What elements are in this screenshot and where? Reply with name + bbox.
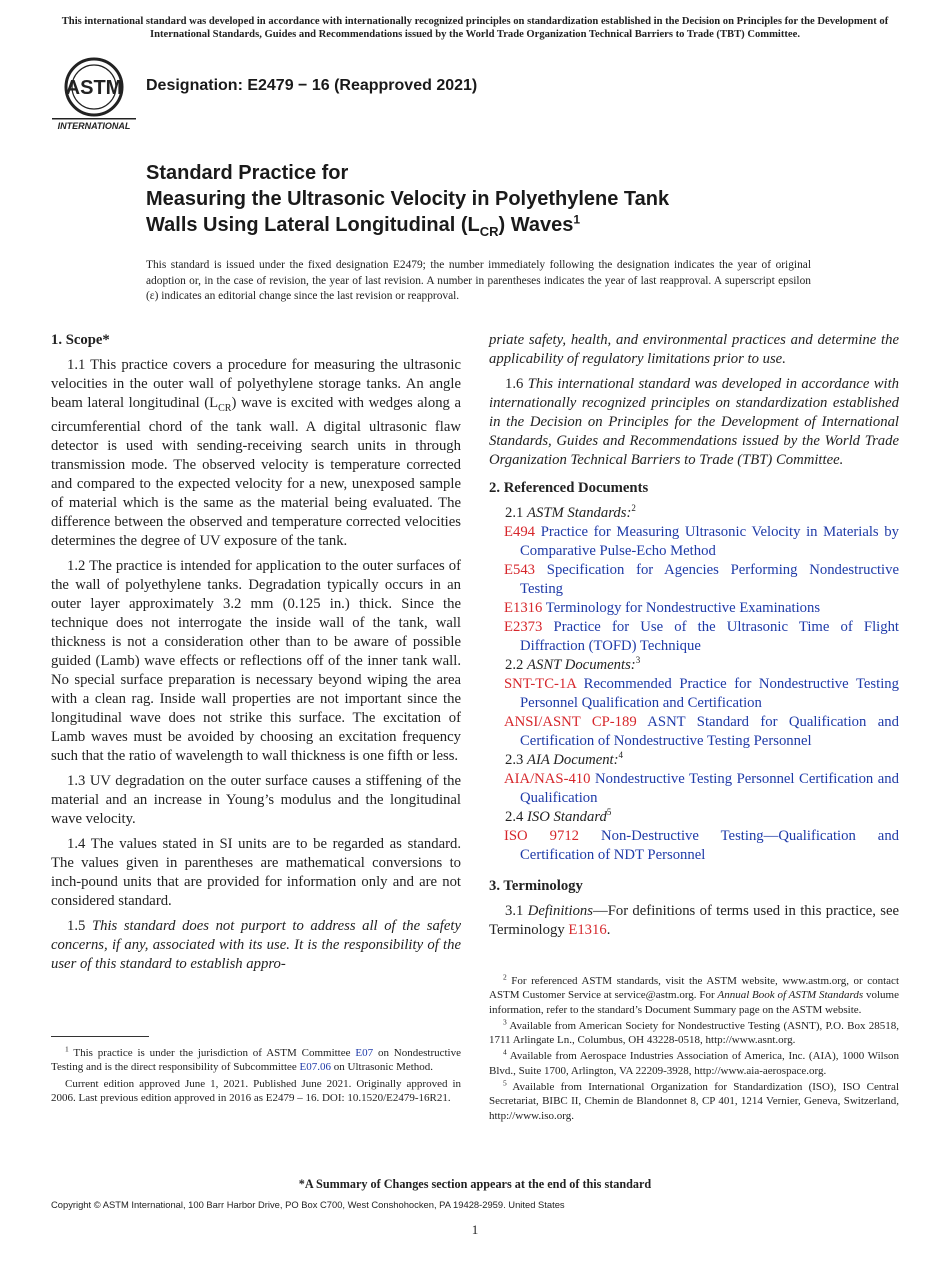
reference-title-link[interactable]: Non-Destructive Testing—Qualification and Certification of NDT Personnel <box>520 828 900 863</box>
aia-document-label: 2.3 AIA Document:$^4$ <box>505 750 624 768</box>
footnote-3: $^3$ Available from American Society for Nondestructive Testing (ASNT), P.O. Box 28518, 1711 Arlingate Ln., Columbus, OH 43228-0518, http://www.asnt.org. <box>489 1017 899 1047</box>
reference-code-link[interactable]: E1316 <box>504 600 543 616</box>
paragraph-1-5: 1.5 This standard does not purport to address all of the safety concerns, if any, associated with its use. It is the responsibility of the user of this standard to establish appro- <box>51 917 461 972</box>
reference-iso-0 <box>489 827 899 865</box>
title-line-2: Measuring the Ultrasonic Velocity in Polyethylene Tank <box>146 188 670 210</box>
reference-code-link[interactable]: E494 <box>504 524 536 540</box>
left-column <box>51 331 461 980</box>
footnote-2: $^2$ For referenced ASTM standards, visit the ASTM website, www.astm.org, or contact ASTM Customer Service at service@astm.org. For Annual Book of ASTM Standards volume information, refer to the standard’s Document Summary page on the ASTM website. <box>489 972 899 1016</box>
issuance-statement: This standard is issued under the fixed designation E2479; the number immediately following the designation indicates the year of original adoption or, in the case of revision, the year of last revision. A number in parentheses indicates the year of last reapproval. A superscript epsilon (ε) indicates an editorial change since the last revision or reapproval. <box>146 259 811 302</box>
designation: Designation: E2479 − 16 (Reapproved 2021) <box>146 77 478 94</box>
paragraph-3-1: 3.1 Definitions—For definitions of terms used in this practice, see Terminology E1316. <box>489 903 900 938</box>
reference-astm-3 <box>489 618 899 656</box>
section-heading-terminology: 3. Terminology <box>489 878 583 894</box>
reference-code-link[interactable]: AIA/NAS-410 <box>504 771 591 787</box>
astm-logo <box>52 56 136 132</box>
page-number: 1 <box>471 1222 479 1237</box>
reference-astm-2 <box>489 599 899 618</box>
reference-title-link[interactable]: Practice for Measuring Ultrasonic Velocity in Materials by Comparative Pulse-Echo Method <box>520 524 899 559</box>
section-heading-scope: 1. Scope* <box>51 332 110 348</box>
section-heading-referenced-documents: 2. Referenced Documents <box>489 480 649 496</box>
reference-title-link[interactable]: Specification for Agencies Performing Nondestructive Testing <box>520 562 899 597</box>
footnotes-left <box>51 1046 461 1107</box>
reference-astm-0 <box>489 523 899 561</box>
title-line-1: Standard Practice for <box>146 162 349 184</box>
title-line-3: Walls Using Lateral Longitudinal $(L_{CR})$ Waves$^1$ <box>146 212 581 239</box>
reference-title-link[interactable]: ASNT Standard for Qualification and Certification of Nondestructive Testing Personnel <box>520 714 899 749</box>
paragraph-1-3: 1.3 UV degradation on the outer surface causes a stiffening of the material and an increase in Young’s modulus and the longitudinal wave velocity. <box>51 772 461 827</box>
paragraph-1-6: 1.6 This international standard was developed in accordance with internationally recognized principles on standardization established in the Decision on Principles for the Development of International Standards, Guides and Recommendations issued by the World Trade Organization Technical Barriers to Trade (TBT) Committee. <box>489 376 899 468</box>
reference-code-link[interactable]: ANSI/ASNT CP-189 <box>504 714 637 730</box>
reference-asnt-0 <box>489 675 899 713</box>
asnt-documents-label: 2.2 ASNT Documents:$^3$ <box>505 655 641 673</box>
link-committee-e07[interactable]: E07 <box>355 1047 374 1059</box>
link-subcommittee-e07-06[interactable]: E07.06 <box>299 1061 332 1074</box>
document-title <box>146 160 866 245</box>
iso-standard-label: 2.4 ISO Standard$^5$ <box>505 807 612 825</box>
reference-title-link[interactable]: Terminology for Nondestructive Examinations <box>545 600 821 616</box>
reference-title-link[interactable]: Practice for Use of the Ultrasonic Time of Flight Diffraction (TOFD) Technique <box>520 619 900 654</box>
astm-standards-label: 2.1 ASTM Standards:$^2$ <box>505 503 636 521</box>
footnote-4: $^4$ Available from Aerospace Industries Association of America, Inc. (AIA), 1000 Wilson Blvd., Suite 1700, Arlington, VA 22209-3928, http://www.aia-aerospace.org. <box>489 1047 899 1077</box>
paragraph-1-5-continued: priate safety, health, and environmental practices and determine the applicability of regulatory limitations prior to use. <box>489 332 899 367</box>
link-e1316[interactable]: E1316 <box>568 922 607 938</box>
reference-asnt-1 <box>489 713 899 751</box>
reference-code-link[interactable]: E2373 <box>504 619 543 635</box>
reference-astm-1 <box>489 561 899 599</box>
edition-note: Current edition approved June 1, 2021. Published June 2021. Originally approved in 2006. Last previous edition approved in 2016 as E2479 – 16. DOI: 10.1520/E2479-16R21. <box>51 1077 461 1104</box>
footnote-rule <box>51 1036 149 1037</box>
copyright-line: Copyright © ASTM International, 100 Barr Harbor Drive, PO Box C700, West Conshohocken, PA 19428-2959. United States <box>51 1199 565 1210</box>
right-column <box>489 331 899 946</box>
paragraph-1-4: 1.4 The values stated in SI units are to be regarded as standard. The values given in parentheses are mathematical conversions to inch-pound units that are provided for information only and are not considered standard. <box>51 835 461 909</box>
svg-text:ASTM: ASTM <box>65 77 123 99</box>
footnotes-right <box>489 974 899 1125</box>
footnote-1: $^1$ This practice is under the jurisdiction of ASTM Committee E07 on Nondestructive Testing and is the direct responsibility of Subcommittee E07.06 on Ultrasonic Method. <box>51 1044 461 1074</box>
international-standard-notice: This international standard was developed in accordance with internationally recognized principles on standardization established in the Decision on Principles for the Development of International Standards, Guides and Recommendations issued by the World Trade Organization Technical Barriers to Trade (TBT) Committee. <box>61 16 889 40</box>
reference-code-link[interactable]: SNT-TC-1A <box>504 676 577 692</box>
reference-code-link[interactable]: E543 <box>504 562 536 578</box>
reference-aia-0 <box>489 770 899 808</box>
reference-code-link[interactable]: ISO 9712 <box>504 828 580 844</box>
summary-of-changes-note: *A Summary of Changes section appears at the end of this standard <box>298 1177 652 1191</box>
reference-title-link[interactable]: Recommended Practice for Nondestructive Testing Personnel Qualification and Certification <box>520 676 899 711</box>
paragraph-1-1: 1.1 This practice covers a procedure for measuring the ultrasonic velocities in the outer wall of polyethylene storage tanks. An angle beam lateral longitudinal $(L_{CR})$ wave is excited with wedges along a circumferential chord of the tank wall. A digital ultrasonic flaw detector is used with sending-receiving search units in through transmission mode. The observed velocity is temperature corrected and compared to the expected velocity for a new, unexposed sample of material which is the same as the material being evaluated. The difference between the observed and temperature corrected velocities determines the degree of UV exposure of the tank. <box>51 357 461 549</box>
reference-title-link[interactable]: Nondestructive Testing Personnel Certification and Qualification <box>520 771 899 806</box>
footnote-5: $^5$ Available from International Organization for Standardization (ISO), ISO Central Secretariat, BIBC II, Chemin de Blandonnet 8, CP 401, 1214 Vernier, Geneva, Switzerland, http://www.iso.org. <box>489 1078 899 1122</box>
paragraph-1-2: 1.2 The practice is intended for application to the outer surfaces of the wall of polyethylene tanks. Degradation typically occurs in an outer layer approximately 3.2 mm (0.125 in.) thick. Since the technique does not interrogate the inside wall of the tank, wall thickness is not a consideration other than to be aware of possible guided (Lamb) wave effects or reflections off of the inner tank wall. No special surface preparation is necessary beyond wiping the area with a clean rag. Inside wall properties are not important since the longitudinal wave does not strike this surface. The excitation of Lamb waves must be avoided by choosing an excitation frequency such that the ratio of wavelength to wall thickness is one fifth or less. <box>51 557 461 764</box>
logo-wordmark: INTERNATIONAL <box>57 121 131 131</box>
